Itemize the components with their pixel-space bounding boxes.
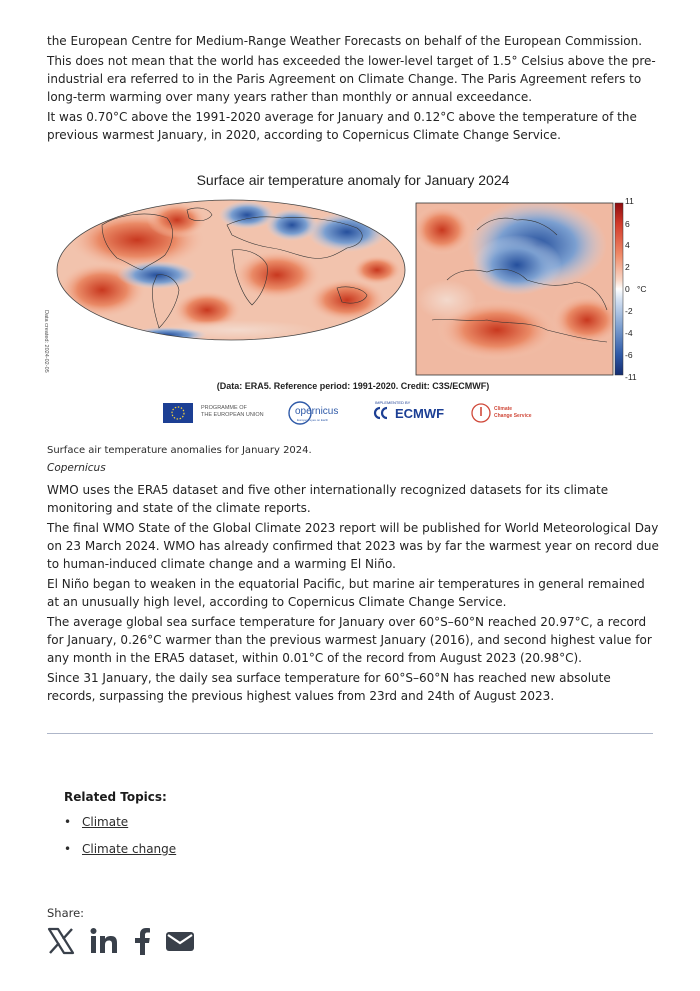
paragraph: It was 0.70°C above the 1991-2020 average for January and 0.12°C above the temperature of the previous warmest January, in 2020, according to Copernicus Climate Change Service. (47, 110, 637, 142)
eu-logo-line: PROGRAMME OF (201, 405, 247, 411)
figure-source: Copernicus (47, 462, 106, 474)
facebook-icon[interactable] (133, 927, 151, 959)
colorbar-tick: 11 (625, 196, 634, 206)
colorbar-tick: 0 (625, 284, 630, 294)
paragraph: WMO uses the ERA5 dataset and five other internationally recognized datasets for its climate monitoring and state of the climate reports. (47, 483, 609, 515)
paragraph: the European Centre for Medium-Range Weather Forecasts on behalf of the European Commission. (47, 34, 643, 48)
ecmwf-small: IMPLEMENTED BY (375, 400, 411, 405)
paragraph: El Niño began to weaken in the equatorial Pacific, but marine air temperatures in general remained at an unusually high level, according to Copernicus Climate Change Service. (47, 577, 645, 609)
email-icon[interactable] (165, 929, 195, 957)
c3s-logo (494, 406, 532, 420)
paragraph: The final WMO State of the Global Climate 2023 report will be published for World Meteorological Day on 23 March 2024. WMO has already confirmed that 2023 was by far the warmest year on record due to human-induced climate change and a warming El Niño. (47, 521, 659, 571)
colorbar-unit: °C (637, 284, 647, 294)
bullet: • (64, 842, 72, 856)
ecmwf-logo: ECMWF (395, 406, 445, 421)
section-divider (47, 733, 653, 734)
colorbar-tick: -2 (625, 306, 633, 316)
related-topic-item (64, 815, 128, 829)
figure-credit: (Data: ERA5. Reference period: 1991-2020. Credit: C3S/ECMWF) (216, 381, 490, 391)
colorbar-tick: -11 (625, 372, 637, 382)
colorbar-tick: -6 (625, 350, 633, 360)
copernicus-logo: opernicus (295, 406, 339, 417)
figure-title: Surface air temperature anomaly for January 2024 (196, 172, 510, 188)
colorbar-tick: 6 (625, 219, 630, 229)
copernicus-tagline: Europe's eyes on Earth (297, 418, 329, 422)
bullet: • (64, 815, 72, 829)
related-topic-item (64, 842, 176, 856)
share-label: Share: (47, 906, 85, 920)
colorbar-tick: 4 (625, 240, 630, 250)
x-icon[interactable] (47, 927, 75, 959)
related-topic-link-climate[interactable]: Climate (82, 815, 129, 829)
data-created-note: Data created: 2024-02-05 (43, 310, 49, 373)
linkedin-icon[interactable] (89, 927, 119, 959)
colorbar-tick: -4 (625, 328, 633, 338)
article-body-top (47, 32, 659, 146)
related-topics-title: Related Topics: (64, 790, 167, 804)
eu-logo-line: THE EUROPEAN UNION (201, 412, 264, 418)
c3s-logo-line: Climate (494, 406, 513, 412)
figure-caption: Surface air temperature anomalies for January 2024. (47, 445, 312, 456)
paragraph: The average global sea surface temperature for January over 60°S–60°N reached 20.97°C, a record for January, 0.26°C warmer than the previous warmest January (2016), and second highest value for any month in the ERA5 dataset, within 0.01°C of the record from August 2023 (20.98°C). (47, 615, 652, 665)
article-body-bottom (47, 481, 659, 707)
paragraph: Since 31 January, the daily sea surface temperature for 60°S–60°N has reached new absolute records, surpassing the previous highest values from 23rd and 24th of August 2023. (47, 671, 611, 703)
related-topic-link-climate-change[interactable]: Climate change (82, 842, 177, 856)
colorbar-tick: 2 (625, 262, 630, 272)
temperature-anomaly-figure (43, 170, 659, 432)
c3s-logo-line: Change Service (494, 413, 532, 419)
share-icons (47, 927, 209, 959)
eu-logo (201, 405, 264, 419)
anomaly-maps-graphic (47, 170, 659, 432)
paragraph: This does not mean that the world has exceeded the lower-level target of 1.5° Celsius above the pre-industrial era referred to in the Paris Agreement on Climate Change. The Paris Agreement refers to long-term warming over many years rather than monthly or annual exceedance. (47, 54, 656, 104)
